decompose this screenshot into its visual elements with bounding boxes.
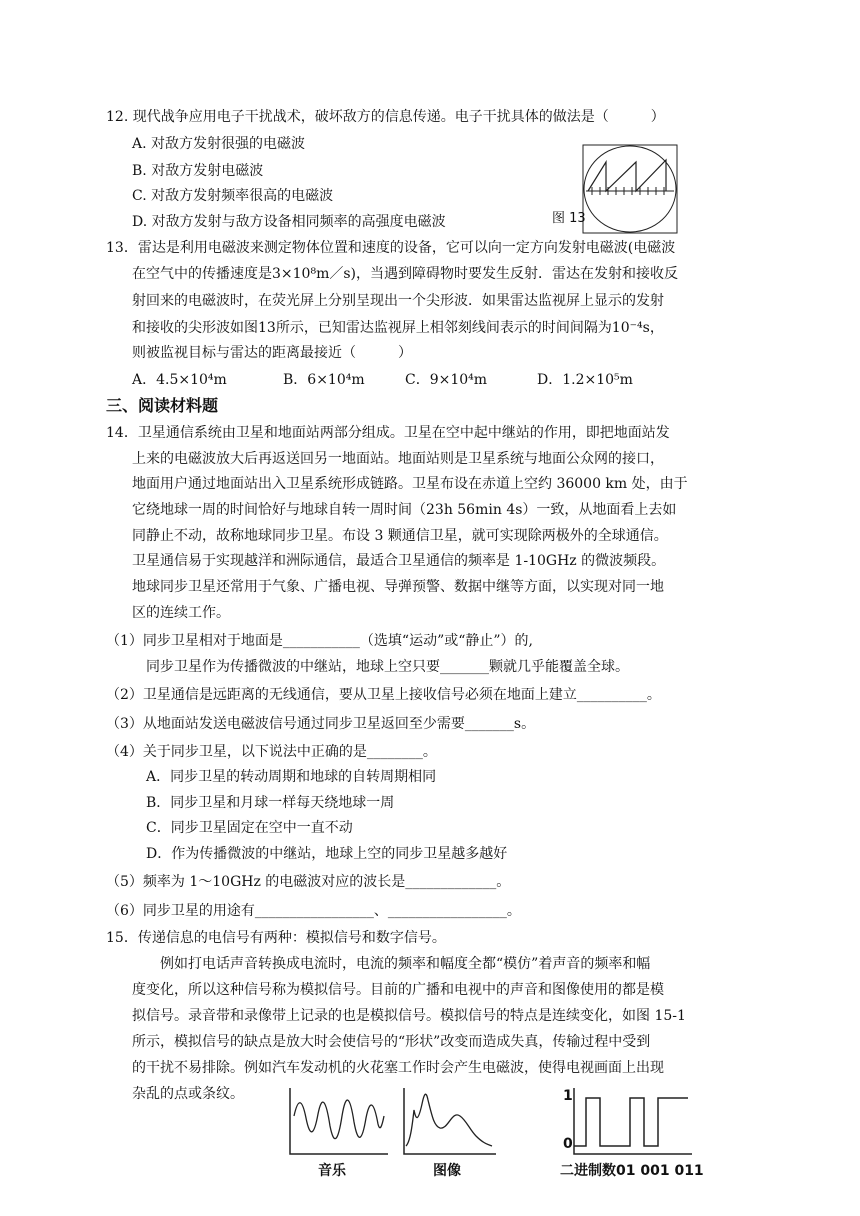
q14-part-4-option-c: C．同步卫星固定在空中一直不动 (146, 820, 353, 836)
q12-option-c: C. 对敌方发射频率很高的电磁波 (132, 188, 334, 204)
q15-line-1: 15．传递信息的电信号有两种：模拟信号和数字信号。 (106, 930, 446, 946)
q14-line-7: 地球同步卫星还常用于气象、广播电视、导弹预警、数据中继等方面，以实现对同一地 (132, 579, 664, 595)
q14-line-5: 同静止不动，故称地球同步卫星。布设 3 颗通信卫星，就可实现除两极外的全球通信。 (132, 528, 668, 544)
q14-line-4: 它绕地球一周的时间恰好与地球自转一周时间（23h 56min 4s）一致，从地面看上去如 (132, 502, 677, 518)
music-label: 音乐 (318, 1163, 346, 1179)
q15-line-2: 例如打电话声音转换成电流时，电流的频率和幅度全都“模仿”着声音的频率和幅 (160, 956, 651, 972)
binary-one-label: 1 (563, 1088, 573, 1104)
q15-line-3: 度变化，所以这种信号称为模拟信号。目前的广播和电视中的声音和图像使用的都是模 (132, 982, 664, 998)
q12-option-d: D. 对敌方发射与敌方设备相同频率的高强度电磁波 (132, 214, 446, 230)
image-waveform-figure (398, 1086, 498, 1158)
q13-line-5: 则被监视目标与雷达的距离最接近（ ） (132, 345, 412, 361)
section-title: 三、阅读材料题 (106, 396, 219, 415)
q14-part-2: （2）卫星通信是远距离的无线通信，要从卫星上接收信号必须在地面上建立__________。 (106, 687, 661, 703)
q14-line-1: 14．卫星通信系统由卫星和地面站两部分组成。卫星在空中起中继站的作用，即把地面站发 (106, 425, 670, 441)
q13-line-4: 和接收的尖形波如图13所示，已知雷达监视屏上相邻刻线间表示的时间间隔为10⁻⁴s， (132, 320, 664, 336)
image-label: 图像 (433, 1163, 461, 1179)
q14-part-1a: （1）同步卫星相对于地面是___________（选填“运动”或“静止”）的, (106, 633, 533, 649)
q14-part-4-option-d: D．作为传播微波的中继站，地球上空的同步卫星越多越好 (146, 846, 508, 862)
q13-option-c: C．9×10⁴m (405, 372, 488, 388)
q13-option-d: D．1.2×10⁵m (537, 372, 633, 388)
q14-line-2: 上来的电磁波放大后再返送回另一地面站。地面站则是卫星系统与地面公众网的接口， (132, 451, 664, 467)
q15-line-7: 杂乱的点或条纹。 (132, 1086, 244, 1102)
binary-label: 二进制数01 001 011 (560, 1163, 704, 1179)
q12-stem: 12. 现代战争应用电子干扰战术，破坏敌方的信息传递。电子干扰具体的做法是（ ） (106, 109, 665, 125)
q14-part-4-option-a: A．同步卫星的转动周期和地球的自转周期相同 (146, 769, 437, 785)
binary-signal-figure (556, 1086, 696, 1158)
q14-line-3: 地面用户通过地面站出入卫星系统形成链路。卫星布设在赤道上空约 36000 km 处，由于 (132, 476, 688, 492)
figure-13-label: 图 13 (552, 211, 586, 226)
q14-part-6: （6）同步卫星的用途有_________________、_________________。 (106, 903, 521, 919)
radar-screen-figure (582, 144, 678, 234)
q15-line-6: 的干扰不易排除。例如汽车发动机的火花塞工作时会产生电磁波，使得电视画面上出现 (132, 1060, 664, 1076)
q13-option-b: B．6×10⁴m (283, 372, 365, 388)
q14-line-8: 区的连续工作。 (132, 605, 230, 621)
q12-option-b: B. 对敌方发射电磁波 (132, 163, 264, 179)
q14-part-3: （3）从地面站发送电磁波信号通过同步卫星返回至少需要_______s。 (106, 716, 536, 732)
music-waveform-figure (284, 1086, 392, 1158)
q14-line-6: 卫星通信易于实现越洋和洲际通信，最适合卫星通信的频率是 1-10GHz 的微波频段。 (132, 553, 666, 569)
q14-part-4-option-b: B．同步卫星和月球一样每天绕地球一周 (146, 795, 395, 811)
q14-part-4: （4）关于同步卫星，以下说法中正确的是________。 (106, 744, 437, 760)
q13-line-3: 射回来的电磁波时，在荧光屏上分别呈现出一个尖形波．如果雷达监视屏上显示的发射 (132, 293, 664, 309)
q13-line-2: 在空气中的传播速度是3×10⁸m／s)，当遇到障碍物时要发生反射．雷达在发射和接收反 (132, 266, 678, 282)
q14-part-5: （5）频率为 1～10GHz 的电磁波对应的波长是_____________。 (106, 874, 511, 890)
binary-zero-label: 0 (563, 1136, 573, 1152)
q13-option-a: A．4.5×10⁴m (132, 372, 227, 388)
q15-line-4: 拟信号。录音带和录像带上记录的也是模拟信号。模拟信号的特点是连续变化，如图 15-1 (132, 1008, 686, 1024)
q15-line-5: 所示，模拟信号的缺点是放大时会使信号的“形状”改变而造成失真，传输过程中受到 (132, 1034, 651, 1050)
q14-part-1b: 同步卫星作为传播微波的中继站，地球上空只要_______颗就几乎能覆盖全球。 (146, 659, 629, 675)
q13-line-1: 13．雷达是利用电磁波来测定物体位置和速度的设备，它可以向一定方向发射电磁波(电磁波 (106, 240, 676, 256)
q12-option-a: A. 对敌方发射很强的电磁波 (132, 136, 306, 152)
